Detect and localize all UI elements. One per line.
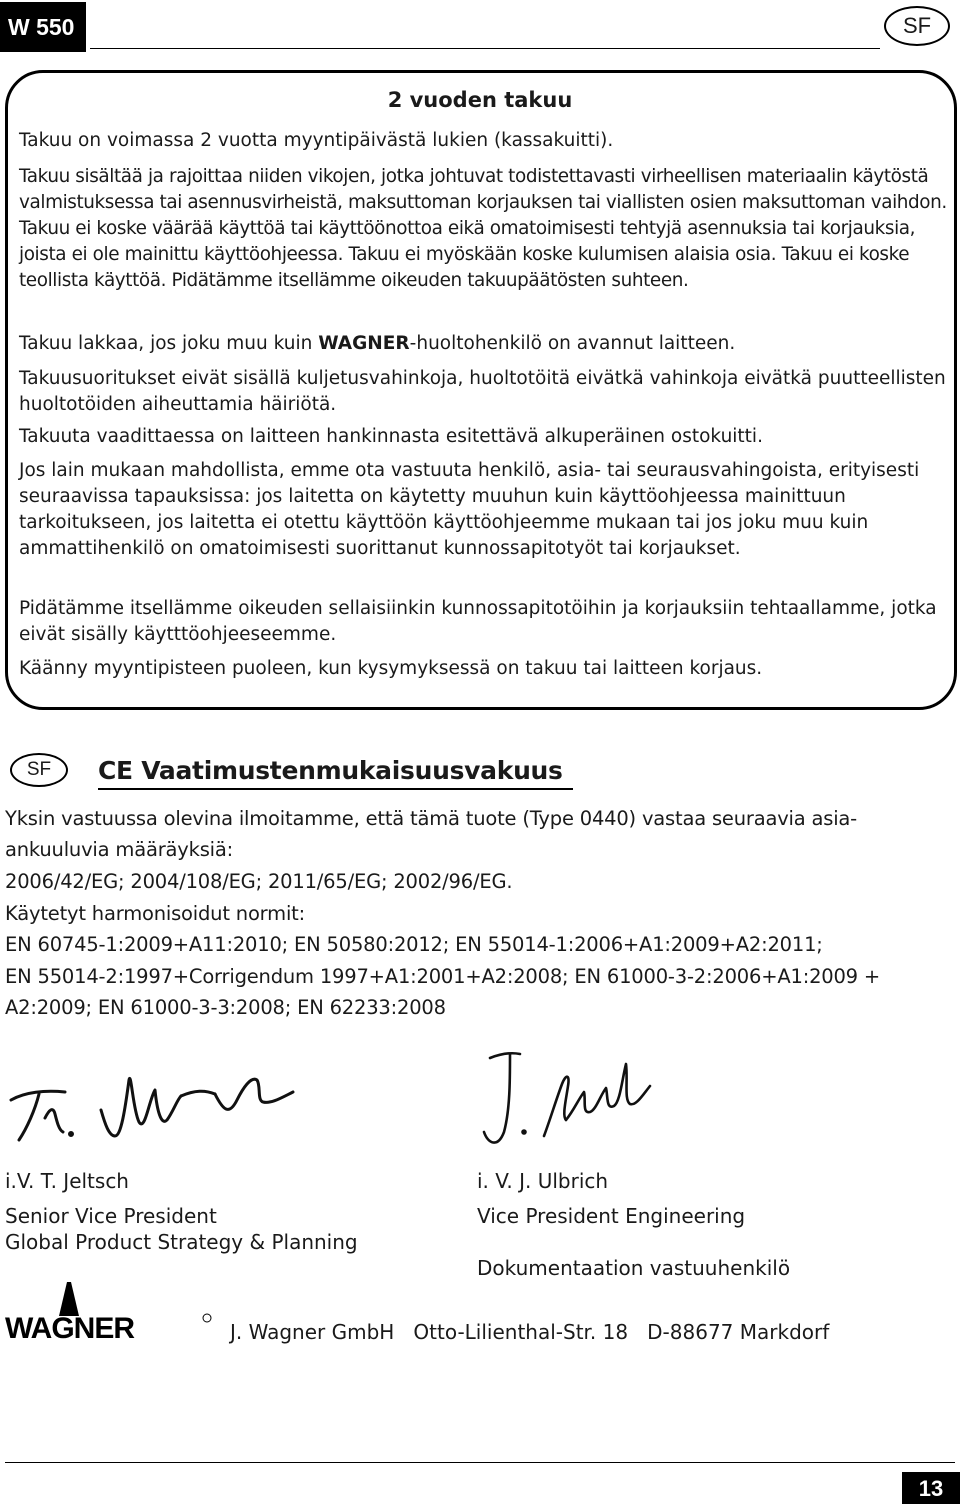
ce-norms-label: Käytetyt harmonisoidut normit: xyxy=(5,902,305,925)
language-badge-ce: SF xyxy=(10,753,68,787)
warranty-paragraph-6: Jos lain mukaan mahdollista, emme ota vastuuta henkilö, asia- tai seurausvahingoista, erityisesti seuraavissa tapauksissa: jos laitetta on käytetty muuhun kuin käyttöohjeessa mainittuun tarkoitukseen, jos laitetta ei otettu käyttöön käyttöohjeemme mukaan tai jos joku muu kuin ammattihenkilö on omatoimisesti suorittanut kunnossapitotyöt tai korjaukset. xyxy=(19,460,920,559)
ce-norms-line-2: EN 55014-2:1997+Corrigendum 1997+A1:2001+A2:2008; EN 61000-3-2:2006+A1:2009 + A2:2009; EN 61000-3-3:2008; EN 62233:2008 xyxy=(5,965,881,1019)
warranty-paragraph-1: Takuu on voimassa 2 vuotta myyntipäivästä lukien (kassakuitti). xyxy=(19,130,614,151)
warranty-paragraph-5: Takuuta vaadittaessa on laitteen hankinnasta esitettävä alkuperäinen ostokuitti. xyxy=(19,426,763,447)
warranty-p3-after: -huoltohenkilö on avannut laitteen. xyxy=(409,333,736,354)
ce-title: CE Vaatimustenmukaisuusvakuus xyxy=(98,756,563,785)
signatory-left-role-1: Senior Vice President xyxy=(5,1204,217,1228)
signatory-left-name: i.V. T. Jeltsch xyxy=(5,1169,129,1193)
warranty-p3-before: Takuu lakkaa, jos joku muu kuin xyxy=(19,333,319,354)
warranty-paragraph-8: Käänny myyntipisteen puoleen, kun kysymyksessä on takuu tai laitteen korjaus. xyxy=(19,658,763,679)
warranty-paragraph-3 xyxy=(19,331,947,357)
signatory-right-role-1: Vice President Engineering xyxy=(477,1204,746,1228)
warranty-paragraph-4: Takuusuoritukset eivät sisällä kuljetusvahinkoja, huoltotöitä eivätkä vahinkoja eivätkä puutteellisten huoltotöiden aiheuttamia häiriötä. xyxy=(19,368,946,415)
model-badge: W 550 xyxy=(0,2,86,52)
signatory-left-role-2: Global Product Strategy & Planning xyxy=(5,1230,358,1254)
ce-norms-line-1: EN 60745-1:2009+A11:2010; EN 50580:2012; EN 55014-1:2006+A1:2009+A2:2011; xyxy=(5,933,823,956)
wagner-logo-icon xyxy=(5,1280,215,1344)
warranty-paragraph-7: Pidätämme itsellämme oikeuden sellaisiinkin kunnossapitotöihin ja korjauksiin tehtaallamme, jotka eivät sisälly käytttöohjeeseemme. xyxy=(19,598,937,645)
signature-jeltsch-icon xyxy=(5,1040,305,1150)
signatory-right-name: i. V. J. Ulbrich xyxy=(477,1169,609,1193)
header-rule xyxy=(90,48,880,49)
company-address: J. Wagner GmbH Otto-Lilienthal-Str. 18 D-88677 Markdorf xyxy=(230,1320,830,1344)
page-number: 13 xyxy=(902,1472,960,1504)
ce-directives: 2006/42/EG; 2004/108/EG; 2011/65/EG; 2002/96/EG. xyxy=(5,870,513,893)
ce-title-underline xyxy=(98,788,573,790)
signature-ulbrich-icon xyxy=(470,1040,660,1155)
wagner-brand-text: WAGNER xyxy=(318,333,410,354)
wagner-logo-text: WAGNER xyxy=(5,1312,134,1344)
warranty-paragraph-2: Takuu sisältää ja rajoittaa niiden vikojen, jotka johtuvat todistettavasti virheellisen materiaalin käytöstä valmistuksessa tai asennusvirheistä, maksuttoman korjauksen tai viallisten osien maksuttoman vaihdon. Takuu ei koske väärää käyttöä tai käyttöönottoa eikä omatoimisesti tehtyjä asennuksia tai korjauksia, joista ei ole mainittu käyttöohjeessa. Takuu ei myöskään koske kulumisen alaisia osia. Takuu ei koske teollista käyttöä. Pidätämme itsellämme oikeuden takuupäätösten suhteen. xyxy=(19,166,947,291)
language-badge: SF xyxy=(884,6,950,46)
ce-intro: Yksin vastuussa olevina ilmoitamme, että tämä tuote (Type 0440) vastaa seuraavia asia-ankuuluvia määräyksiä: xyxy=(5,807,858,861)
warranty-title: 2 vuoden takuu xyxy=(387,88,573,112)
signatory-right-role-2: Dokumentaation vastuuhenkilö xyxy=(477,1256,791,1280)
footer-rule xyxy=(5,1462,955,1463)
